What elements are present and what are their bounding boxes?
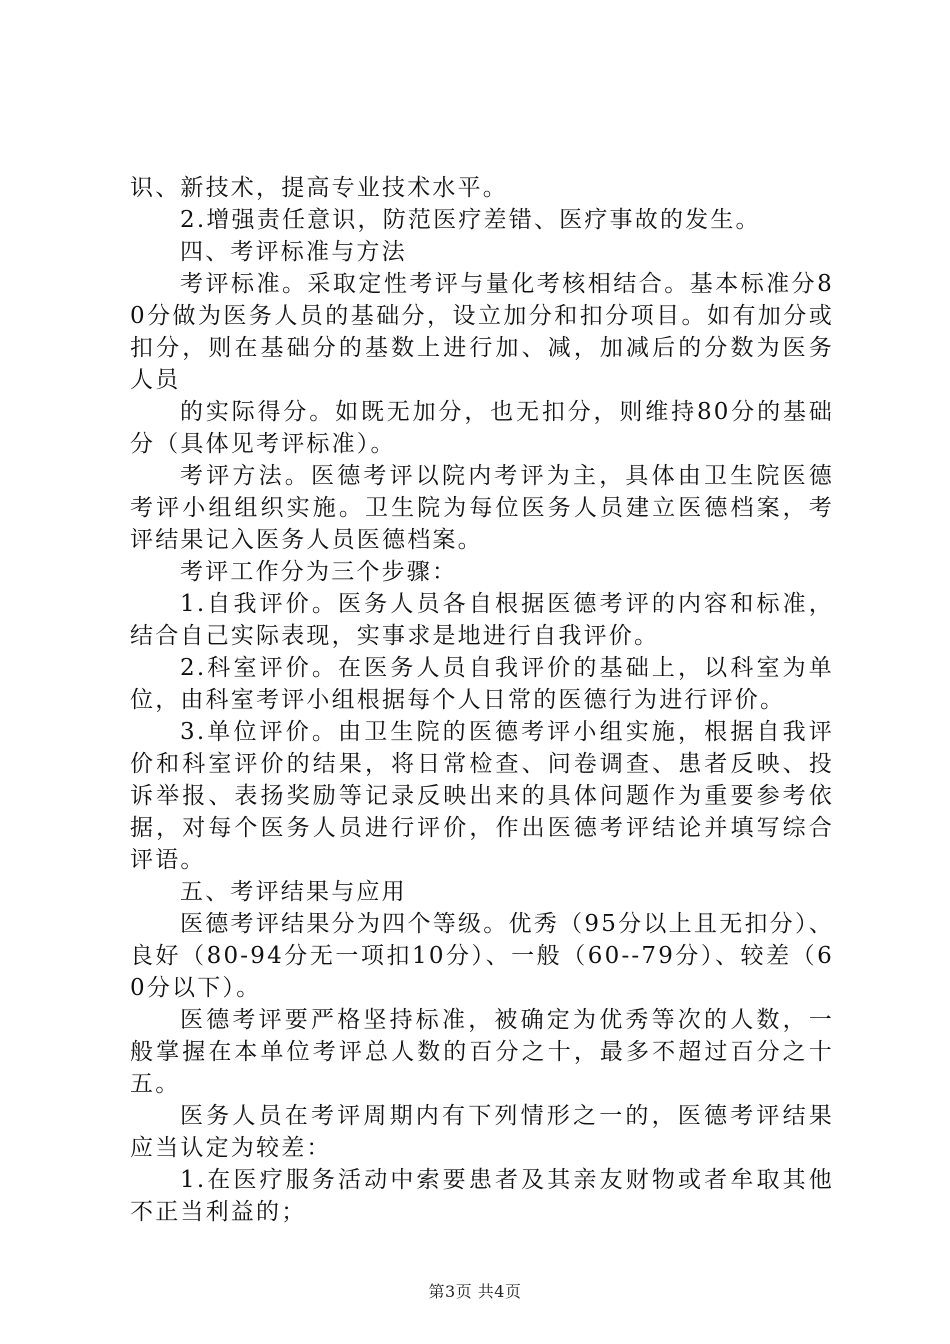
page-number-label: 第3页 共4页: [428, 1282, 522, 1301]
paragraph-2: 2.增强责任意识，防范医疗差错、医疗事故的发生。: [180, 207, 761, 233]
paragraph-10: 3.单位评价。由卫生院的医德考评小组实施，根据自我评价和科室评价的结果，将日常检查、问卷调查、患者反映、投诉举报、表扬奖励等记录反映出来的具体问题作为重要参考依据，对每个医务人员进行评价，作出医德考评结论并填写综合评语。: [130, 719, 834, 873]
paragraph-6: 考评方法。医德考评以院内考评为主，具体由卫生院医德考评小组组织实施。卫生院为每位医务人员建立医德档案，考评结果记入医务人员医德档案。: [130, 463, 834, 553]
paragraph-7: 考评工作分为三个步骤：: [180, 559, 458, 585]
section-heading-5: 五、考评结果与应用: [180, 879, 407, 905]
paragraph-15: 1.在医疗服务活动中索要患者及其亲友财物或者牟取其他不正当利益的；: [130, 1167, 834, 1225]
paragraph-9: 2.科室评价。在医务人员自我评价的基础上，以科室为单位，由科室考评小组根据每个人日常的医德行为进行评价。: [130, 655, 834, 713]
paragraph-14: 医务人员在考评周期内有下列情形之一的，医德考评结果应当认定为较差：: [130, 1103, 834, 1161]
paragraph-13: 医德考评要严格坚持标准，被确定为优秀等次的人数，一般掌握在本单位考评总人数的百分之十，最多不超过百分之十五。: [130, 1007, 834, 1097]
paragraph-8: 1.自我评价。医务人员各自根据医德考评的内容和标准，结合自己实际表现，实事求是地进行自我评价。: [130, 591, 834, 649]
paragraph-12: 医德考评结果分为四个等级。优秀（95分以上且无扣分）、良好（80-94分无一项扣10分）、一般（60--79分）、较差（60分以下）。: [130, 911, 834, 1001]
document-body: [130, 172, 834, 1228]
page-footer: [0, 1281, 950, 1303]
section-heading-4: 四、考评标准与方法: [180, 239, 407, 265]
paragraph-1: 识、新技术，提高专业技术水平。: [130, 175, 508, 201]
paragraph-4: 考评标准。采取定性考评与量化考核相结合。基本标准分80分做为医务人员的基础分，设立加分和扣分项目。如有加分或扣分，则在基础分的基数上进行加、减，加减后的分数为医务人员: [130, 271, 834, 393]
paragraph-5: 的实际得分。如既无加分，也无扣分，则维持80分的基础分（具体见考评标准）。: [130, 399, 834, 457]
